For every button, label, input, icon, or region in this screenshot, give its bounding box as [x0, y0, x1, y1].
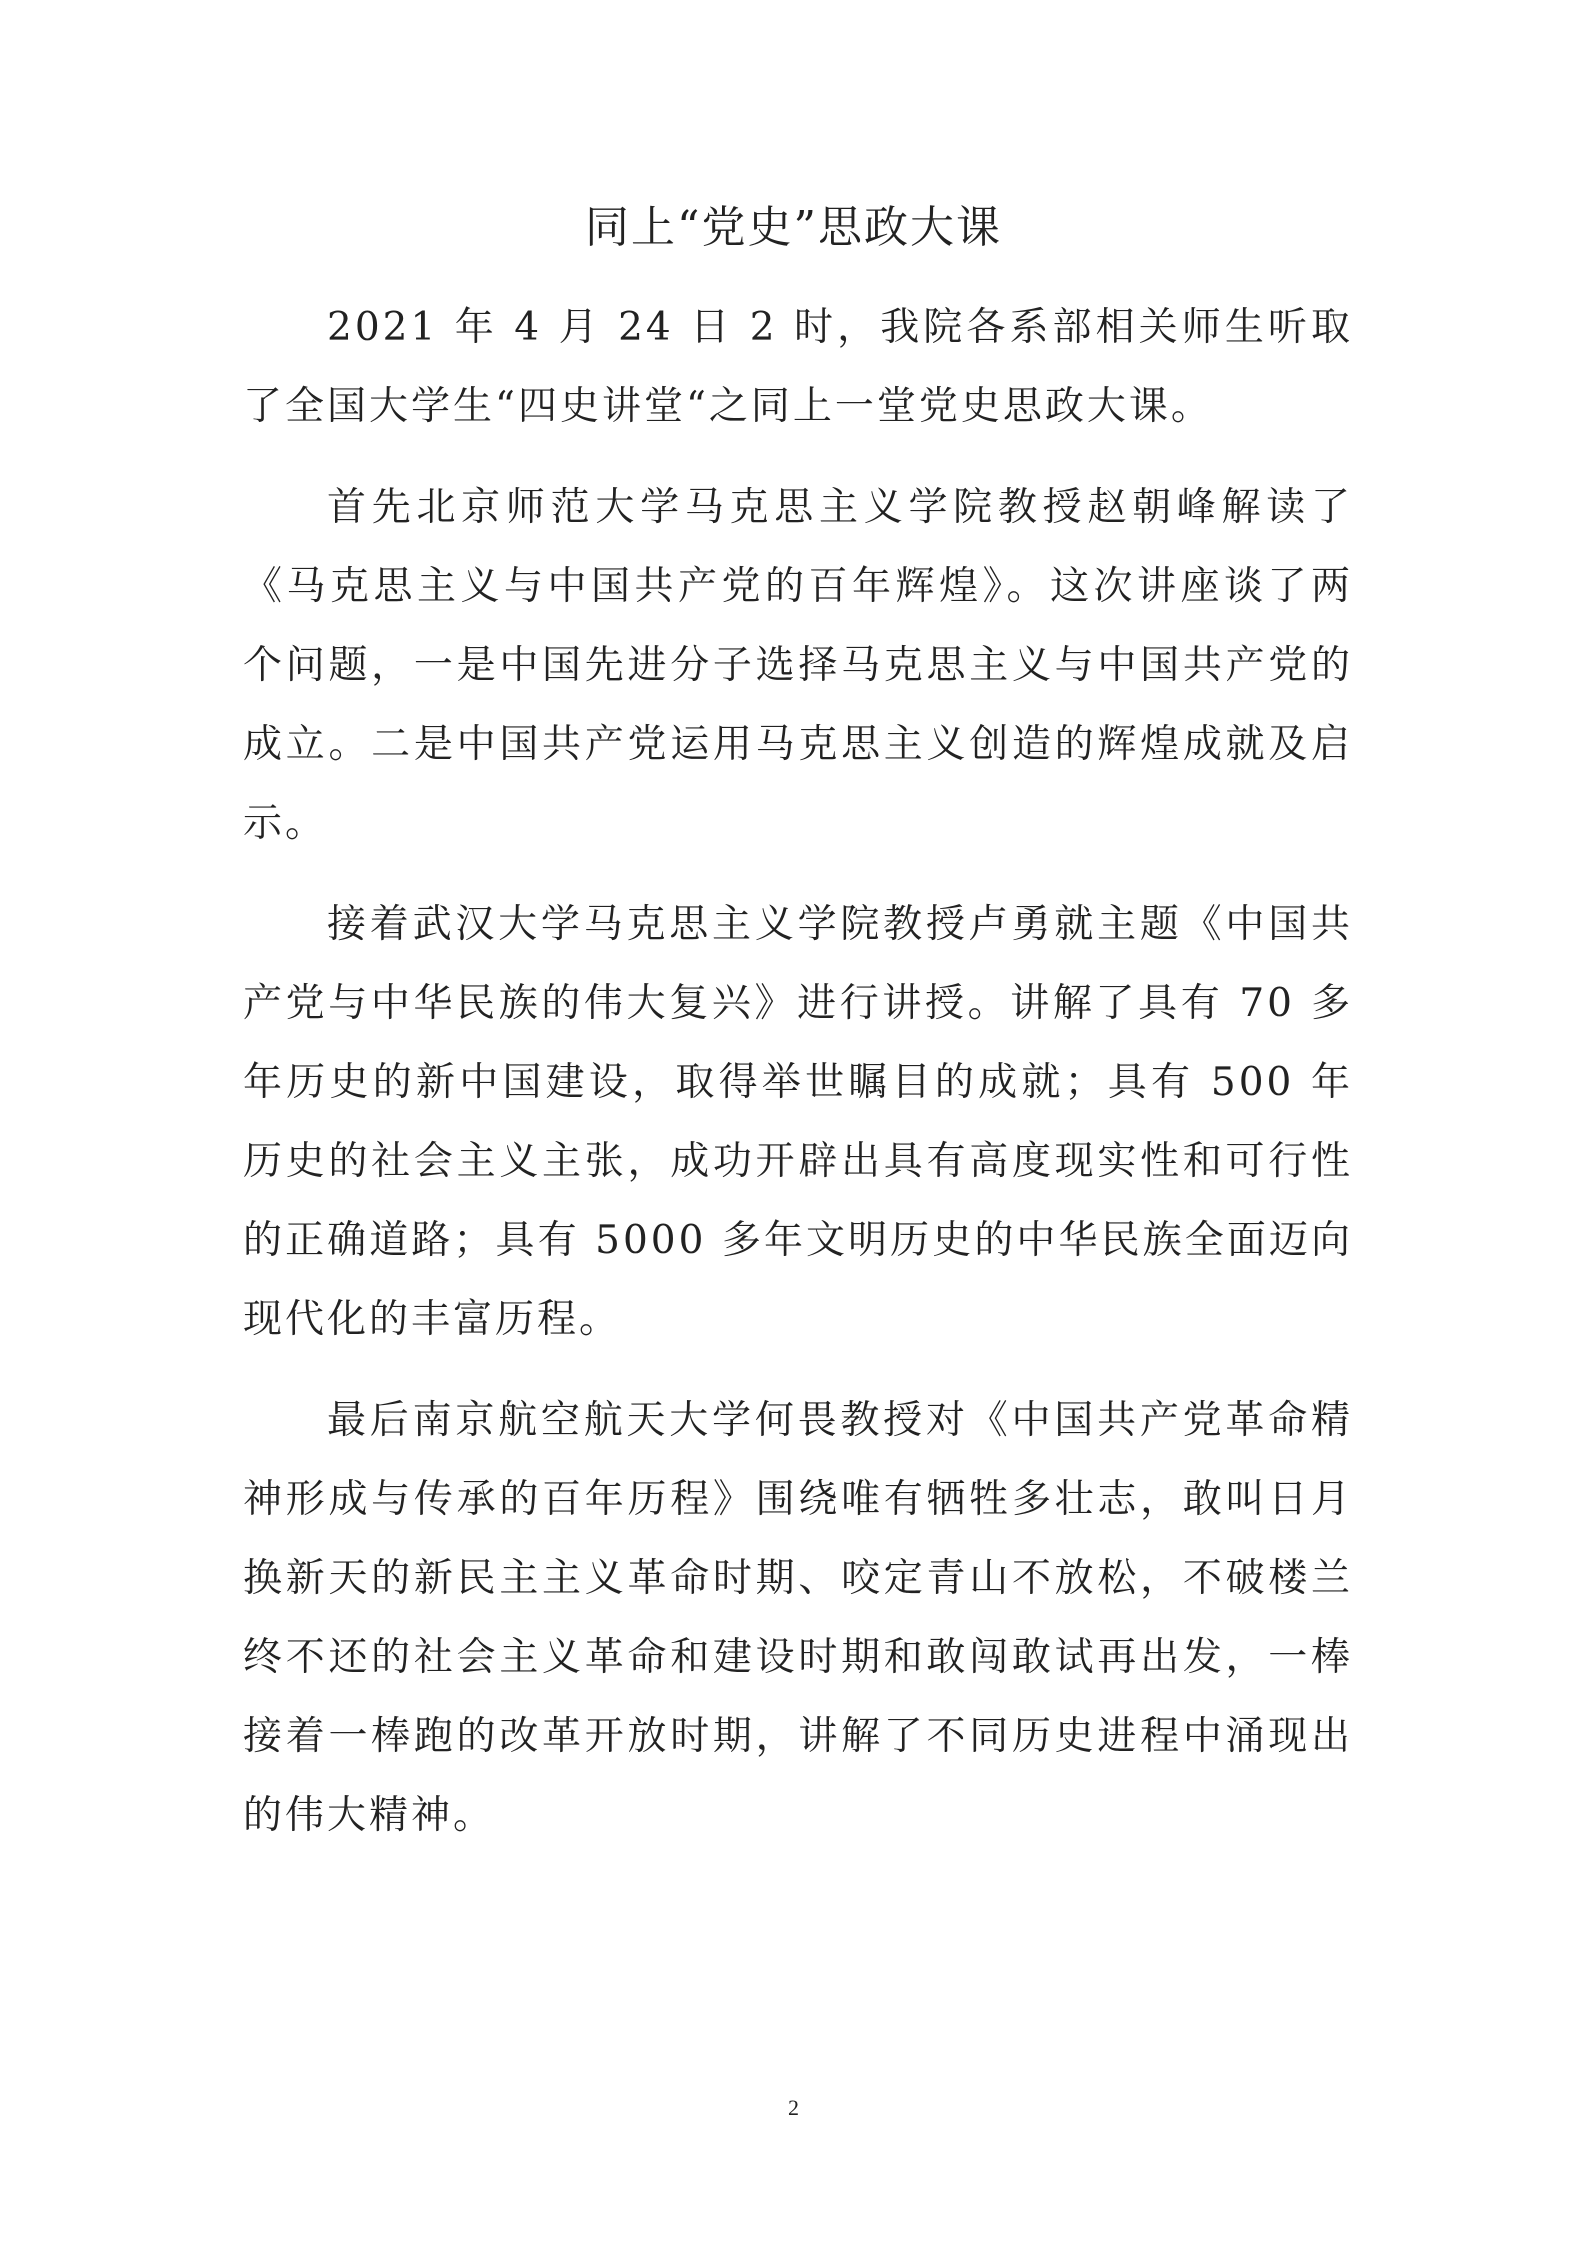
paragraph-intro: 2021 年 4 月 24 日 2 时，我院各系部相关师生听取了全国大学生“四史讲堂“之同上一堂党史思政大课。	[243, 305, 1353, 429]
document-body	[243, 288, 1353, 1877]
document-title: 同上“党史”思政大课	[585, 202, 1002, 253]
paragraph-first-lecture: 首先北京师范大学马克思主义学院教授赵朝峰解读了《马克思主义与中国共产党的百年辉煌》。这次讲座谈了两个问题，一是中国先进分子选择马克思主义与中国共产党的成立。二是中国共产党运用马克思主义创造的辉煌成就及启示。	[243, 485, 1353, 846]
paragraph-second-lecture: 接着武汉大学马克思主义学院教授卢勇就主题《中国共产党与中华民族的伟大复兴》进行讲授。讲解了具有 70 多年历史的新中国建设，取得举世瞩目的成就；具有 500 年历史的社会主义主张，成功开辟出具有高度现实性和可行性的正确道路；具有 5000 多年文明历史的中华民族全面迈向现代化的丰富历程。	[243, 902, 1353, 1342]
paragraph-third-lecture: 最后南京航空航天大学何畏教授对《中国共产党革命精神形成与传承的百年历程》围绕唯有牺牲多壮志，敢叫日月换新天的新民主主义革命时期、咬定青山不放松，不破楼兰终不还的社会主义革命和建设时期和敢闯敢试再出发，一棒接着一棒跑的改革开放时期，讲解了不同历史进程中涌现出的伟大精神。	[243, 1398, 1353, 1838]
page-number: 2	[788, 2095, 799, 2120]
